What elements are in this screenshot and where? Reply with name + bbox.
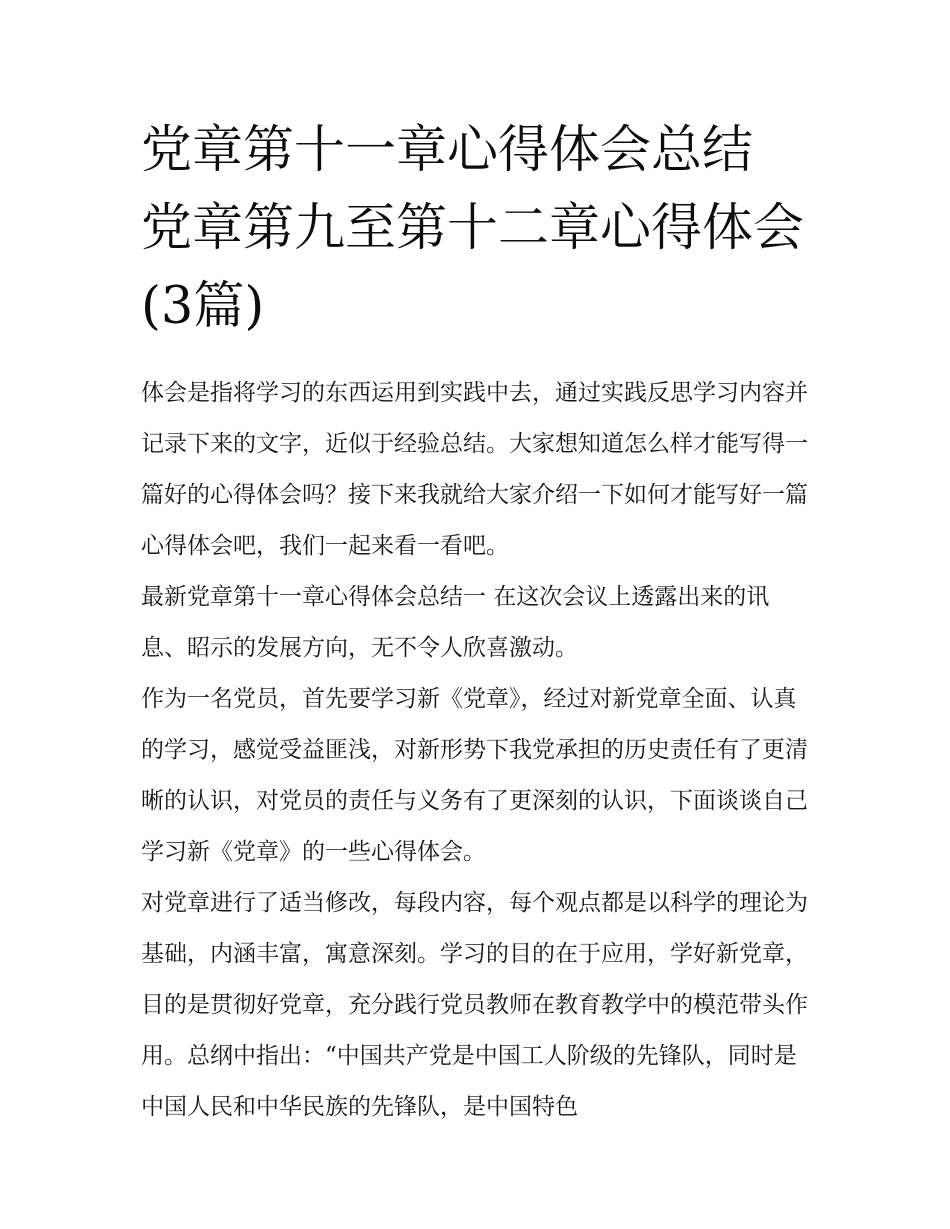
document-title: 党章第十一章心得体会总结 党章第九至第十二章心得体会(3篇)	[141, 121, 805, 336]
document-body	[141, 112, 813, 1133]
paragraph-summary-one: 最新党章第十一章心得体会总结一 在这次会议上透露出来的讯息、昭示的发展方向，无不令人欣喜激动。	[141, 584, 770, 661]
paragraph-intro: 体会是指将学习的东西运用到实践中去，通过实践反思学习内容并记录下来的文字，近似于经验总结。大家想知道怎么样才能写得一篇好的心得体会吗？接下来我就给大家介绍一下如何才能写好一篇心得体会吧，我们一起来看一看吧。	[141, 380, 808, 559]
paragraph-party-member: 作为一名党员，首先要学习新《党章》，经过对新党章全面、认真的学习，感觉受益匪浅，对新形势下我党承担的历史责任有了更清晰的认识，对党员的责任与义务有了更深刻的认识，下面谈谈自己学习新《党章》的一些心得体会。	[141, 686, 808, 865]
paragraph-charter-revision: 对党章进行了适当修改，每段内容，每个观点都是以科学的理论为基础，内涵丰富，寓意深刻。学习的目的在于应用，学好新党章，目的是贯彻好党章，充分践行党员教师在教育教学中的模范带头作用。总纲中指出：“中国共产党是中国工人阶级的先锋队，同时是中国人民和中华民族的先锋队，是中国特色	[141, 890, 808, 1120]
